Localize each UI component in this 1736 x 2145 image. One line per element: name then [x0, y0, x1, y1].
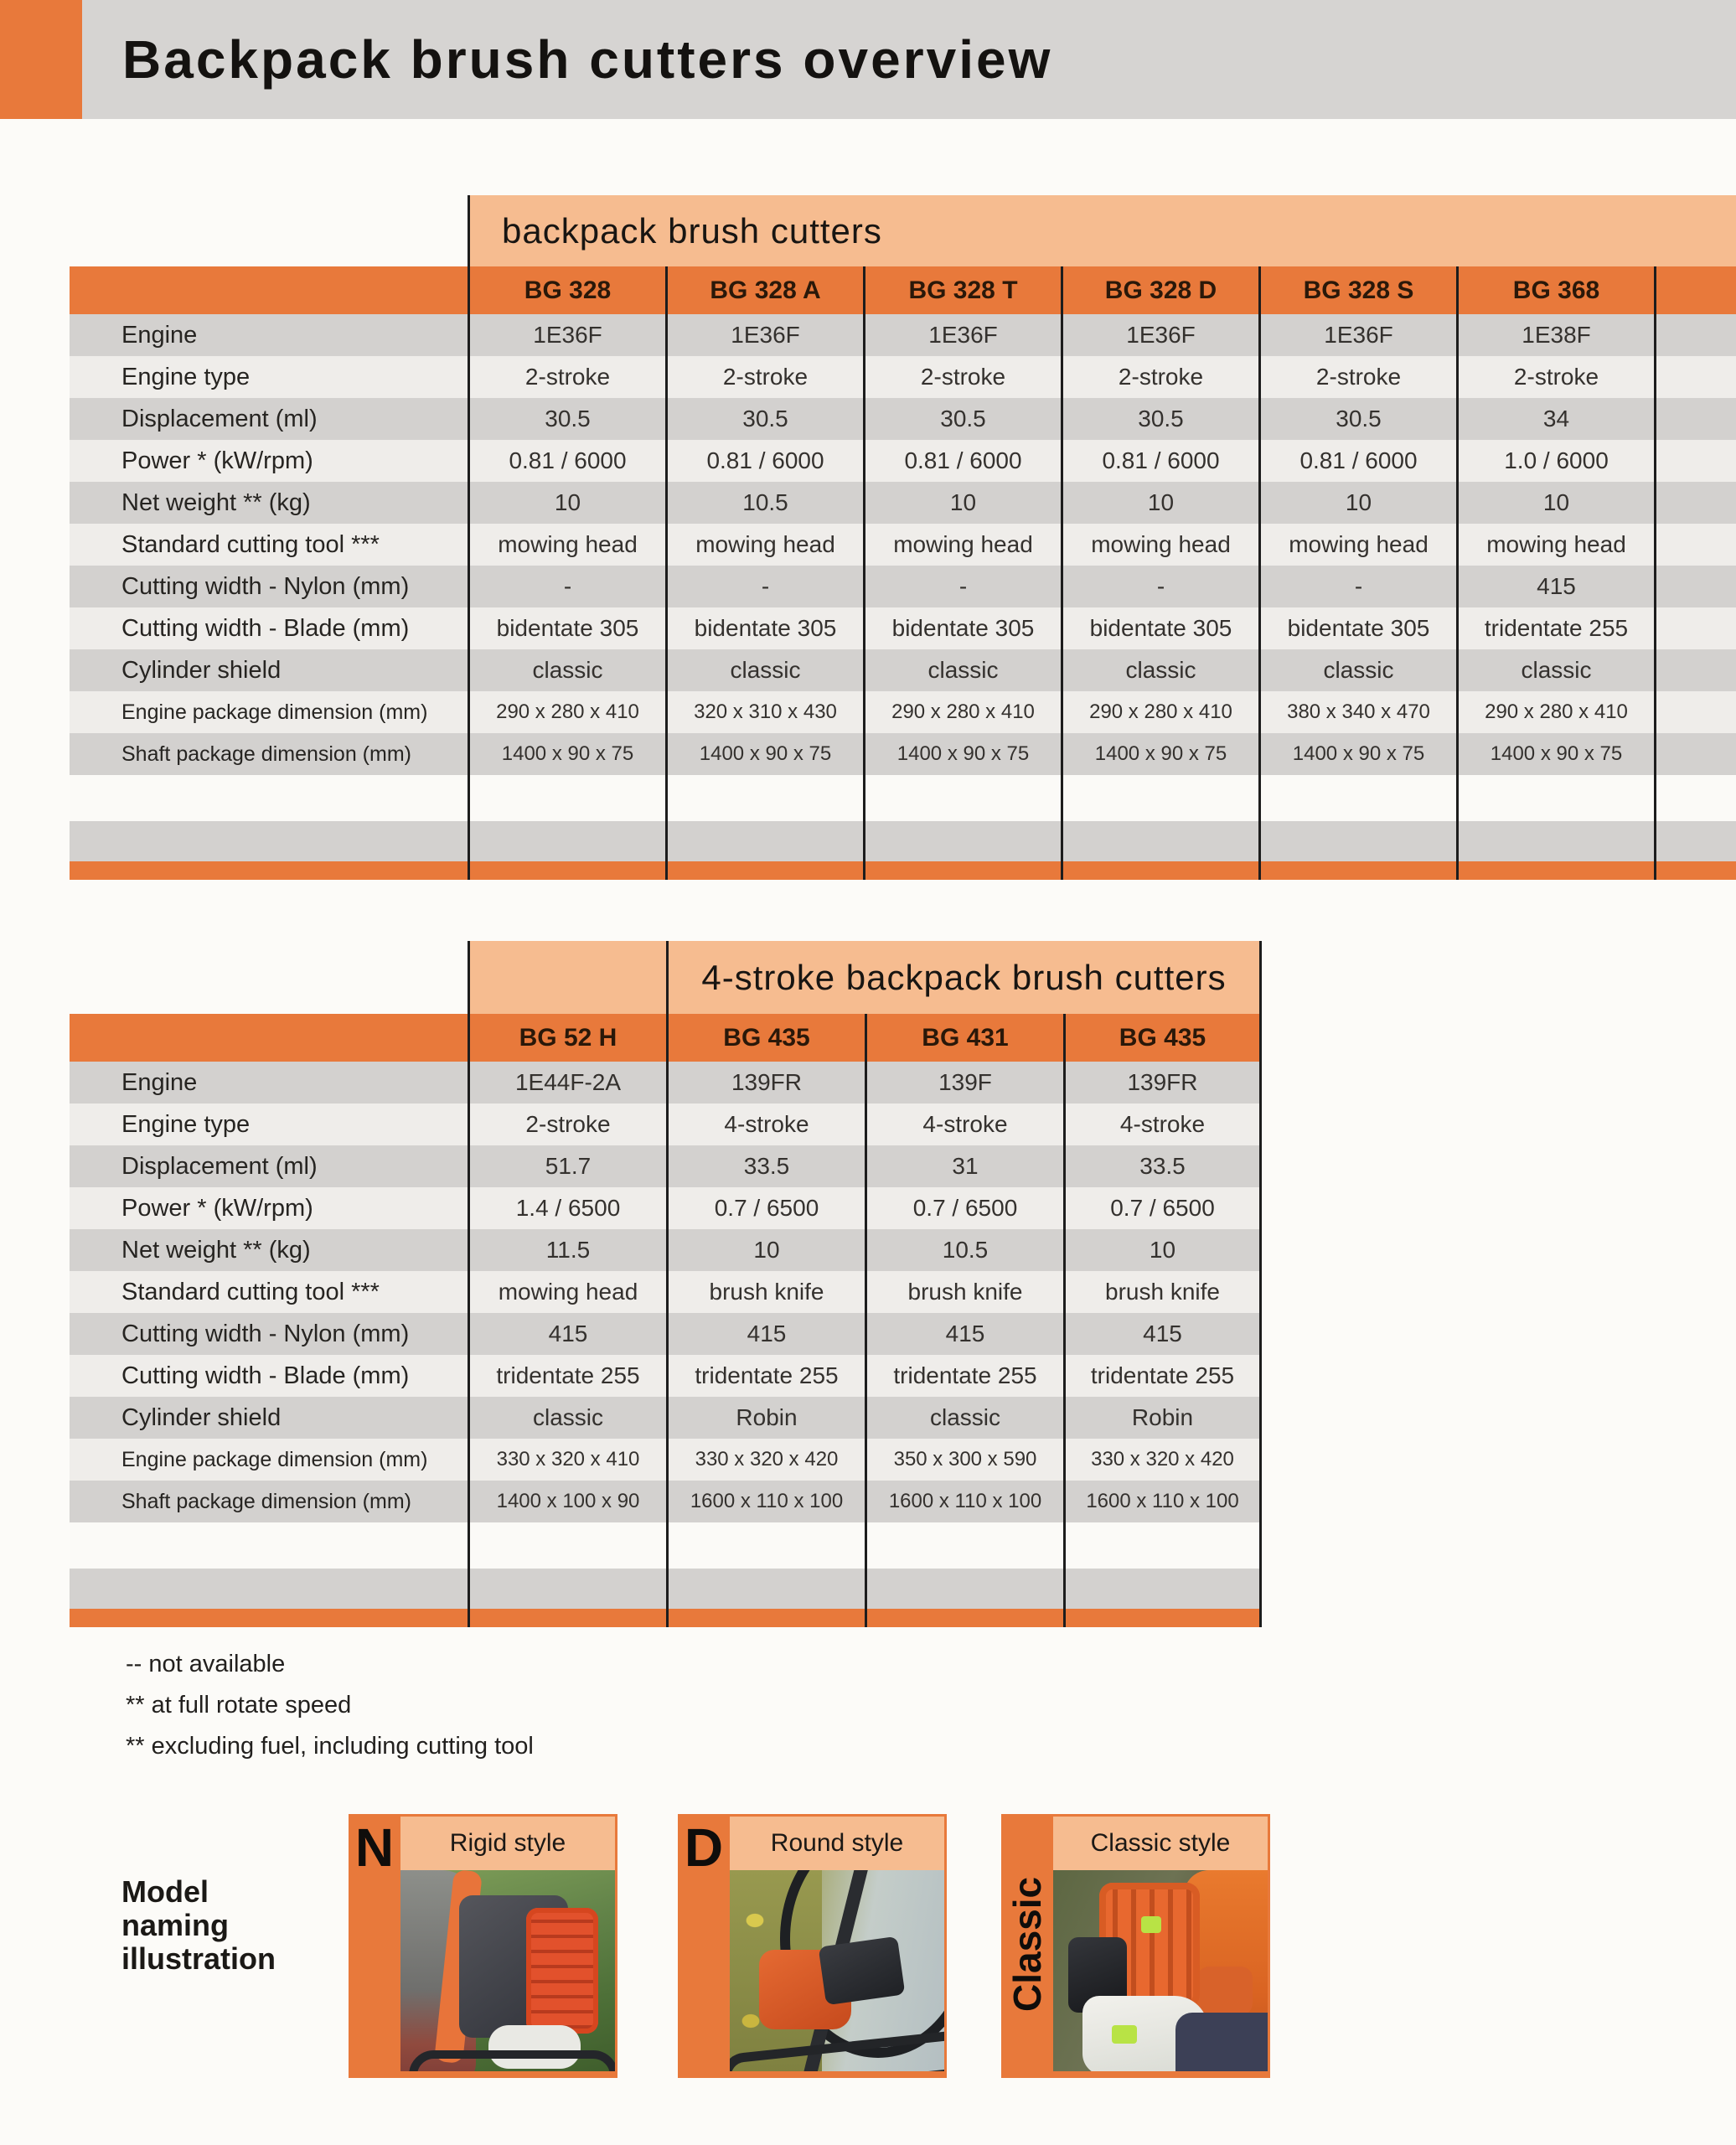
- table-cell: 1400 x 90 x 75: [863, 733, 1061, 775]
- card-round-style: [678, 1814, 947, 2078]
- table-cell: classic: [468, 649, 665, 691]
- table-cell: [1061, 775, 1258, 821]
- table-cell: -: [1061, 566, 1258, 607]
- table-row: [70, 1397, 1262, 1439]
- table-cell: 0.7 / 6500: [1063, 1187, 1262, 1229]
- model-naming-line-1: Model: [121, 1874, 209, 1909]
- table-cell: BG 368: [1456, 266, 1654, 314]
- table-row: [70, 649, 1736, 691]
- table-cell: 30.5: [1061, 398, 1258, 440]
- table-cell: 1400 x 90 x 75: [1258, 733, 1456, 775]
- table-cell-empty: [1654, 607, 1736, 649]
- table-cell: [468, 1522, 666, 1569]
- card-rigid-style-label: Rigid style: [400, 1817, 615, 1870]
- table-cell-empty: [1654, 733, 1736, 775]
- table-row: [70, 440, 1736, 482]
- card-classic-style: [1001, 1814, 1270, 2078]
- table-cell: 10: [1258, 482, 1456, 524]
- table-row: [70, 482, 1736, 524]
- table-cell-empty: [1654, 482, 1736, 524]
- table-cell: 2-stroke: [1258, 356, 1456, 398]
- footnote-excluding-fuel: ** excluding fuel, including cutting tool: [126, 1733, 534, 1760]
- table-cell: 2-stroke: [1061, 356, 1258, 398]
- photo-person-leg: [1175, 2013, 1268, 2071]
- banner-accent-square: [0, 0, 82, 119]
- table-cell: 2-stroke: [1456, 356, 1654, 398]
- table-cell: 30.5: [1258, 398, 1456, 440]
- table-row: [70, 356, 1736, 398]
- table-cell: classic: [1258, 649, 1456, 691]
- table-cell: 11.5: [468, 1229, 666, 1271]
- table-cell: 415: [865, 1313, 1063, 1355]
- card-round-style-label: Round style: [730, 1817, 944, 1870]
- table-cell: 10: [863, 482, 1061, 524]
- row-label: Engine type: [70, 356, 468, 398]
- table-cell: [1061, 821, 1258, 861]
- row-label: Cutting width - Blade (mm): [70, 607, 468, 649]
- table-cell: mowing head: [1061, 524, 1258, 566]
- table-cell: [665, 861, 863, 880]
- table-cell-empty: [1654, 398, 1736, 440]
- row-label: Engine type: [70, 1104, 468, 1145]
- row-label: Power * (kW/rpm): [70, 1187, 468, 1229]
- table-row: [70, 1145, 1262, 1187]
- table-cell: 2-stroke: [468, 356, 665, 398]
- table-cell: [665, 775, 863, 821]
- row-label: Cylinder shield: [70, 1397, 468, 1439]
- table-cell: bidentate 305: [1061, 607, 1258, 649]
- table-row: [70, 607, 1736, 649]
- table-cell: 4-stroke: [1063, 1104, 1262, 1145]
- table-cell: classic: [665, 649, 863, 691]
- table-cell: 139F: [865, 1062, 1063, 1104]
- card-round-strip: [678, 1814, 730, 2078]
- table-row: [70, 314, 1736, 356]
- table-cell: 1400 x 90 x 75: [468, 733, 665, 775]
- table-cell: 0.7 / 6500: [666, 1187, 865, 1229]
- model-header-row: [70, 1014, 1262, 1062]
- row-label: Shaft package dimension (mm): [70, 733, 468, 775]
- table-cell: bidentate 305: [1258, 607, 1456, 649]
- footnote-not-available: -- not available: [126, 1651, 286, 1677]
- table-row: [70, 524, 1736, 566]
- photo-ce-sticker: [1141, 1916, 1161, 1933]
- table-cell: 2-stroke: [665, 356, 863, 398]
- table-cell: 1E36F: [863, 314, 1061, 356]
- table-cell: [468, 821, 665, 861]
- table-cell: [1063, 1569, 1262, 1609]
- table-cell: 1E36F: [1061, 314, 1258, 356]
- table-cell: 1600 x 110 x 100: [865, 1481, 1063, 1522]
- table1-header-cell: [468, 195, 1736, 266]
- table-cell: [865, 1609, 1063, 1627]
- table-cell: 51.7: [468, 1145, 666, 1187]
- table-cell: 139FR: [1063, 1062, 1262, 1104]
- table-cell: [666, 1569, 865, 1609]
- table-cell: bidentate 305: [665, 607, 863, 649]
- table-cell: 34: [1456, 398, 1654, 440]
- table-bottom-bar: [70, 1609, 1262, 1627]
- row-label: Cutting width - Nylon (mm): [70, 566, 468, 607]
- table-cell-empty: [1654, 649, 1736, 691]
- card-photo-classic: [1053, 1870, 1268, 2071]
- table-row: [70, 733, 1736, 775]
- card-classic-strip: [1001, 1814, 1053, 2078]
- table-cell: [1258, 821, 1456, 861]
- table1-title: backpack brush cutters: [502, 210, 882, 251]
- table-cell: tridentate 255: [1456, 607, 1654, 649]
- table-cell: 330 x 320 x 420: [666, 1439, 865, 1481]
- table-cell-empty: [1654, 314, 1736, 356]
- model-header-row: [70, 266, 1736, 314]
- table-cell: 330 x 320 x 410: [468, 1439, 666, 1481]
- table-cell: 1.4 / 6500: [468, 1187, 666, 1229]
- table-cell: 10: [1456, 482, 1654, 524]
- table-cell: 415: [468, 1313, 666, 1355]
- table-cell: 0.7 / 6500: [865, 1187, 1063, 1229]
- card-rigid-style: [349, 1814, 617, 2078]
- table-cell: 2-stroke: [863, 356, 1061, 398]
- table-cell: 0.81 / 6000: [468, 440, 665, 482]
- footnotes: [126, 1644, 534, 1767]
- table1: [70, 266, 1736, 880]
- card-rigid-strip: [349, 1814, 400, 2078]
- table-cell: Robin: [666, 1397, 865, 1439]
- table-cell: 30.5: [863, 398, 1061, 440]
- row-label: Cutting width - Nylon (mm): [70, 1313, 468, 1355]
- table-cell: classic: [468, 1397, 666, 1439]
- table-cell: [1258, 775, 1456, 821]
- table-cell: 33.5: [1063, 1145, 1262, 1187]
- table-cell: [1456, 821, 1654, 861]
- table-cell: mowing head: [863, 524, 1061, 566]
- row-label: Standard cutting tool ***: [70, 1271, 468, 1313]
- table-cell: 290 x 280 x 410: [863, 691, 1061, 733]
- table-cell: [1063, 1522, 1262, 1569]
- table-cell: [468, 775, 665, 821]
- table-cell: [863, 821, 1061, 861]
- footnote-full-rotate-speed: ** at full rotate speed: [126, 1692, 352, 1719]
- table-cell: [666, 1609, 865, 1627]
- row-label: Engine package dimension (mm): [70, 691, 468, 733]
- table-row: [70, 1355, 1262, 1397]
- table-cell: 33.5: [666, 1145, 865, 1187]
- photo-frame-tube: [409, 2050, 615, 2071]
- table-cell: -: [468, 566, 665, 607]
- table-row: [70, 398, 1736, 440]
- table-cell: 1E38F: [1456, 314, 1654, 356]
- filler-row-white: [70, 775, 1736, 821]
- table-cell-empty: [1654, 266, 1736, 314]
- table-cell: 290 x 280 x 410: [1456, 691, 1654, 733]
- table-cell: 415: [1456, 566, 1654, 607]
- table-cell-empty: [1654, 861, 1736, 880]
- table-cell: 30.5: [665, 398, 863, 440]
- table2-header-spacer-cell: [468, 941, 666, 1014]
- row-label: Displacement (ml): [70, 1145, 468, 1187]
- table-cell: 0.81 / 6000: [1061, 440, 1258, 482]
- table-cell-empty: [1654, 524, 1736, 566]
- table-cell: 31: [865, 1145, 1063, 1187]
- table-cell: 1400 x 90 x 75: [1061, 733, 1258, 775]
- table-cell: 0.81 / 6000: [1258, 440, 1456, 482]
- table-cell: classic: [1061, 649, 1258, 691]
- row-label: Cylinder shield: [70, 649, 468, 691]
- page-title: Backpack brush cutters overview: [122, 29, 1053, 90]
- table-cell: [1063, 1609, 1262, 1627]
- table-cell: 4-stroke: [865, 1104, 1063, 1145]
- table-cell: 0.81 / 6000: [665, 440, 863, 482]
- photo-glove: [1197, 1967, 1253, 2015]
- table-cell-empty: [1654, 566, 1736, 607]
- row-label: Standard cutting tool ***: [70, 524, 468, 566]
- table-cell-empty: [1654, 821, 1736, 861]
- table-cell: [863, 775, 1061, 821]
- row-label: Engine package dimension (mm): [70, 1439, 468, 1481]
- table-cell: tridentate 255: [1063, 1355, 1262, 1397]
- table-row: [70, 566, 1736, 607]
- table-cell: [666, 1522, 865, 1569]
- table1-header-band: [468, 195, 1736, 266]
- row-label: [70, 1522, 468, 1569]
- table-cell: [468, 1569, 666, 1609]
- table-cell-empty: [1654, 356, 1736, 398]
- table-row: [70, 1062, 1262, 1104]
- table-cell: brush knife: [666, 1271, 865, 1313]
- table-row: [70, 1313, 1262, 1355]
- table-cell: bidentate 305: [468, 607, 665, 649]
- table-cell: 10.5: [865, 1229, 1063, 1271]
- table-cell: 10: [1063, 1229, 1262, 1271]
- table-cell: BG 52 H: [468, 1014, 666, 1062]
- row-label: Engine: [70, 314, 468, 356]
- table-cell: 380 x 340 x 470: [1258, 691, 1456, 733]
- table-cell: 0.81 / 6000: [863, 440, 1061, 482]
- table-cell: classic: [863, 649, 1061, 691]
- table-cell: tridentate 255: [468, 1355, 666, 1397]
- table-cell: brush knife: [1063, 1271, 1262, 1313]
- row-label: [70, 266, 468, 314]
- table-cell: 1600 x 110 x 100: [666, 1481, 865, 1522]
- table-cell: [1456, 861, 1654, 880]
- table-cell: 139FR: [666, 1062, 865, 1104]
- table-row: [70, 1229, 1262, 1271]
- table-cell: mowing head: [468, 1271, 666, 1313]
- model-naming-line-3: illustration: [121, 1941, 276, 1976]
- table-cell: BG 328 D: [1061, 266, 1258, 314]
- card-photo-round: [730, 1870, 944, 2071]
- table-row: [70, 1187, 1262, 1229]
- table-cell-empty: [1654, 691, 1736, 733]
- table-cell: [1456, 775, 1654, 821]
- table-cell-empty: [1654, 775, 1736, 821]
- table-cell: BG 435: [666, 1014, 865, 1062]
- table-cell: 10.5: [665, 482, 863, 524]
- row-label: Shaft package dimension (mm): [70, 1481, 468, 1522]
- row-label: [70, 775, 468, 821]
- row-label: [70, 821, 468, 861]
- filler-row-white: [70, 1522, 1262, 1569]
- table-bottom-bar: [70, 861, 1736, 880]
- table-cell: [865, 1569, 1063, 1609]
- table-cell-empty: [1654, 440, 1736, 482]
- table-cell: [865, 1522, 1063, 1569]
- table-cell: 1400 x 100 x 90: [468, 1481, 666, 1522]
- row-label: Cutting width - Blade (mm): [70, 1355, 468, 1397]
- table-cell: 10: [468, 482, 665, 524]
- table-cell: BG 328 S: [1258, 266, 1456, 314]
- table-cell: [665, 821, 863, 861]
- table-row: [70, 1439, 1262, 1481]
- table-cell: -: [1258, 566, 1456, 607]
- table-cell: 330 x 320 x 420: [1063, 1439, 1262, 1481]
- table-cell: mowing head: [1456, 524, 1654, 566]
- table-cell: BG 435: [1063, 1014, 1262, 1062]
- model-naming-line-2: naming: [121, 1908, 230, 1942]
- filler-row-grey: [70, 1569, 1262, 1609]
- table-cell: -: [863, 566, 1061, 607]
- table-cell: 1E36F: [1258, 314, 1456, 356]
- table-cell: mowing head: [468, 524, 665, 566]
- table-cell: 350 x 300 x 590: [865, 1439, 1063, 1481]
- table-cell: [468, 1609, 666, 1627]
- row-label: Net weight ** (kg): [70, 1229, 468, 1271]
- table2-header-cell: [666, 941, 1262, 1014]
- table-cell: 415: [666, 1313, 865, 1355]
- table2-header-band: [468, 941, 1262, 1014]
- table-cell: 2-stroke: [468, 1104, 666, 1145]
- table-cell: 1E36F: [468, 314, 665, 356]
- row-label: [70, 1609, 468, 1627]
- table-cell: [468, 861, 665, 880]
- table-cell: [1258, 861, 1456, 880]
- table2-title: 4-stroke backpack brush cutters: [701, 957, 1227, 997]
- row-label: [70, 861, 468, 880]
- table-cell: 1.0 / 6000: [1456, 440, 1654, 482]
- model-naming-label: [121, 1875, 276, 1976]
- photo-engine-grille: [526, 1908, 598, 2034]
- table-cell: 30.5: [468, 398, 665, 440]
- card-rigid-letter: N: [354, 1817, 395, 1878]
- photo-air-filter: [819, 1936, 906, 2006]
- table-cell: tridentate 255: [666, 1355, 865, 1397]
- table-cell: 4-stroke: [666, 1104, 865, 1145]
- row-label: [70, 1569, 468, 1609]
- table-cell: [863, 861, 1061, 880]
- table-cell: BG 328: [468, 266, 665, 314]
- table-row: [70, 691, 1736, 733]
- table-cell: 290 x 280 x 410: [1061, 691, 1258, 733]
- table-row: [70, 1271, 1262, 1313]
- table-cell: tridentate 255: [865, 1355, 1063, 1397]
- table-cell: 10: [666, 1229, 865, 1271]
- table-cell: BG 328 T: [863, 266, 1061, 314]
- table-cell: brush knife: [865, 1271, 1063, 1313]
- table-cell: 1400 x 90 x 75: [665, 733, 863, 775]
- table-row: [70, 1481, 1262, 1522]
- table-cell: mowing head: [665, 524, 863, 566]
- table-row: [70, 1104, 1262, 1145]
- table-cell: 1E36F: [665, 314, 863, 356]
- table-cell: 1E44F-2A: [468, 1062, 666, 1104]
- table-cell: BG 431: [865, 1014, 1063, 1062]
- table-cell: -: [665, 566, 863, 607]
- table-cell: classic: [865, 1397, 1063, 1439]
- row-label: Net weight ** (kg): [70, 482, 468, 524]
- table-cell: 1400 x 90 x 75: [1456, 733, 1654, 775]
- table-cell: 415: [1063, 1313, 1262, 1355]
- row-label: Engine: [70, 1062, 468, 1104]
- table-cell: [1061, 861, 1258, 880]
- table-cell: mowing head: [1258, 524, 1456, 566]
- row-label: Power * (kW/rpm): [70, 440, 468, 482]
- table-cell: Robin: [1063, 1397, 1262, 1439]
- table-cell: 320 x 310 x 430: [665, 691, 863, 733]
- row-label: Displacement (ml): [70, 398, 468, 440]
- table-cell: bidentate 305: [863, 607, 1061, 649]
- card-classic-style-label: Classic style: [1053, 1817, 1268, 1870]
- table-cell: classic: [1456, 649, 1654, 691]
- table-cell: 290 x 280 x 410: [468, 691, 665, 733]
- table-cell: 1600 x 110 x 100: [1063, 1481, 1262, 1522]
- table2: [70, 1014, 1262, 1627]
- row-label: [70, 1014, 468, 1062]
- card-classic-letter: Classic: [1005, 1876, 1049, 2012]
- card-photo-rigid: [400, 1870, 615, 2071]
- filler-row-grey: [70, 821, 1736, 861]
- table-cell: 10: [1061, 482, 1258, 524]
- card-round-letter: D: [684, 1817, 724, 1878]
- photo-ce-sticker: [1112, 2025, 1137, 2044]
- table-cell: BG 328 A: [665, 266, 863, 314]
